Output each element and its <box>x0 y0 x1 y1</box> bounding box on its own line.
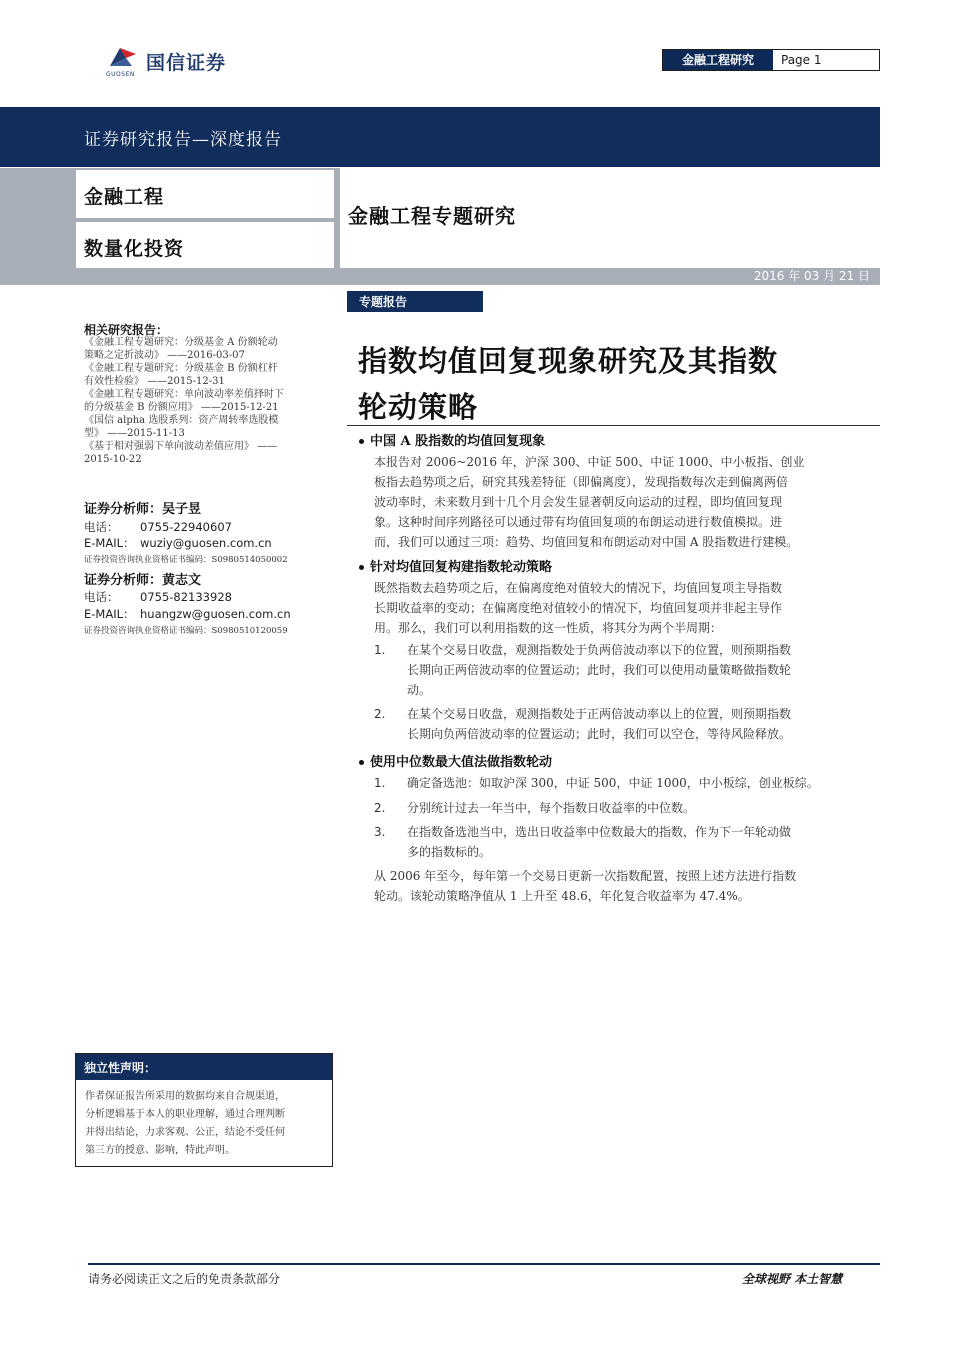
related-line: 的分级基金 B 份额应用》 ——2015-12-21 <box>84 402 279 413</box>
text-line: 板指去趋势项之后，研究其残差特征（即偏离度），发现指数每次走到偏离两倍 <box>374 475 789 489</box>
list-number: 2. <box>374 707 386 721</box>
text-line: 确定备选池：如取沪深 300，中证 500，中证 1000，中小板综，创业板综。 <box>407 776 819 790</box>
declaration-line: 分析逻辑基于本人的职业理解，通过合理判断 <box>85 1109 285 1120</box>
analyst-1-name: 证券分析师：吴子昱 <box>84 502 202 517</box>
related-line: 2015-10-22 <box>84 454 142 465</box>
category-cell-1 <box>76 170 334 218</box>
text-line: 而，我们可以通过三项：趋势、均值回复和布朗运动对中国 A 股指数进行建模。 <box>374 535 799 549</box>
date-bar <box>0 268 880 285</box>
declaration-line: 第三方的授意、影响，特此声明。 <box>85 1145 235 1156</box>
text-line: 长期向负两倍波动率的位置运动；此时，我们可以空仓，等待风险释放。 <box>407 727 792 741</box>
bullet-icon <box>359 439 364 444</box>
text-line: 长期收益率的变动；在偏离度绝对值较小的情况下，均值回复项并非起主导作 <box>374 601 783 615</box>
analyst-1-email[interactable]: E-MAIL： wuziy@guosen.com.cn <box>84 536 272 550</box>
text-line: 从 2006 年至今，每年第一个交易日更新一次指数配置，按照上述方法进行指数 <box>374 869 797 883</box>
related-line: 有效性检验》 ——2015-12-31 <box>84 376 225 387</box>
closing-paragraph <box>374 866 872 906</box>
analyst-1-cert: 证券投资咨询执业资格证书编码：S0980514050002 <box>84 555 288 565</box>
title-divider <box>347 425 880 426</box>
text-line: 轮动。该轮动策略净值从 1 上升至 48.6，年化复合收益率为 47.4%。 <box>374 889 750 903</box>
text-line: 既然指数去趋势项之后，在偏离度绝对值较大的情况下，均值回复项主导指数 <box>374 581 783 595</box>
text-line: 长期向正两倍波动率的位置运动；此时，我们可以使用动量策略做指数轮 <box>407 663 792 677</box>
category-1: 金融工程 <box>84 186 165 208</box>
declaration-line: 作者保证报告所采用的数据均来自合规渠道， <box>85 1091 285 1102</box>
independence-declaration <box>75 1053 333 1167</box>
category-cell-2 <box>76 222 334 270</box>
logo-mark-icon <box>106 44 140 70</box>
related-line: 《国信 alpha 选股系列：资产周转率选股模 <box>84 415 279 426</box>
top-header-box <box>662 49 880 71</box>
bullet-icon <box>359 760 364 765</box>
main-title-line-2: 轮动策略 <box>358 390 479 424</box>
brand-sub: GUOSEN <box>106 71 135 78</box>
analyst-2-name: 证券分析师：黄志文 <box>84 573 202 588</box>
main-title-line-1: 指数均值回复现象研究及其指数 <box>358 344 779 378</box>
analyst-1-phone: 电话： 0755-22940607 <box>84 520 232 534</box>
related-reports-list <box>84 336 324 466</box>
declaration-line: 并得出结论，力求客观、公正，结论不受任何 <box>85 1127 285 1138</box>
related-line: 型》 ——2015-11-13 <box>84 428 185 439</box>
report-tag <box>347 291 483 312</box>
page-label: Page 1 <box>781 53 822 67</box>
list-number: 1. <box>374 776 386 790</box>
text-line: 波动率时，未来数月到十几个月会发生显著朝反向运动的过程，即均值回复现 <box>374 495 783 509</box>
text-line: 分别统计过去一年当中，每个指数日收益率的中位数。 <box>407 801 696 815</box>
report-series: 金融工程专题研究 <box>348 204 516 228</box>
text-line: 动。 <box>407 683 432 697</box>
section-heading-3: 使用中位数最大值法做指数轮动 <box>359 751 879 770</box>
list-number: 1. <box>374 643 386 657</box>
section-heading-2: 针对均值回复构建指数轮动策略 <box>359 556 879 575</box>
text-line: 多的指数标的。 <box>407 845 492 859</box>
text-line: 用。那么，我们可以利用指数的这一性质，将其分为两个半周期： <box>374 621 723 635</box>
section-heading-1: 中国 A 股指数的均值回复现象 <box>359 430 879 449</box>
list-number: 2. <box>374 801 386 815</box>
bullet-icon <box>359 565 364 570</box>
related-line: 《金融工程专题研究：分级基金 A 份额轮动 <box>84 337 278 348</box>
declaration-header <box>76 1054 332 1080</box>
report-type-band <box>0 107 880 167</box>
text-line: 本报告对 2006~2016 年，沪深 300、中证 500、中证 1000、中小板指、创业 <box>374 455 805 469</box>
category-area <box>0 168 880 268</box>
related-line: 《金融工程专题研究：单向波动率差值择时下 <box>84 389 284 400</box>
brand-name: 国信证券 <box>146 52 227 74</box>
analyst-2-phone: 电话： 0755-82133928 <box>84 590 232 604</box>
section-2-paragraph <box>374 578 872 638</box>
list-number: 3. <box>374 825 386 839</box>
declaration-heading: 独立性声明： <box>84 1061 157 1075</box>
series-cell <box>340 168 880 268</box>
report-type-title: 证券研究报告—深度报告 <box>84 130 282 150</box>
report-date: 2016 年 03 月 21 日 <box>753 269 870 283</box>
related-line: 《金融工程专题研究：分级基金 B 份额杠杆 <box>84 363 278 374</box>
related-line: 策略之定折波动》 ——2016-03-07 <box>84 350 245 361</box>
declaration-body <box>85 1088 325 1160</box>
analyst-2-email[interactable]: E-MAIL： huangzw@guosen.com.cn <box>84 607 291 621</box>
footer-divider <box>88 1263 880 1265</box>
text-line: 在指数备选池当中，选出日收益率中位数最大的指数，作为下一年轮动做 <box>407 825 792 839</box>
related-line: 《基于相对强弱下单向波动差值应用》 —— <box>84 441 278 452</box>
related-reports-heading: 相关研究报告： <box>84 323 169 337</box>
analyst-2-cert: 证券投资咨询执业资格证书编码：S0980510120059 <box>84 626 288 636</box>
top-tag: 金融工程研究 <box>663 50 773 70</box>
category-2: 数量化投资 <box>84 238 185 260</box>
report-tag-label: 专题报告 <box>359 295 408 309</box>
main-title <box>358 338 878 430</box>
text-line: 在某个交易日收盘，观测指数处于负两倍波动率以下的位置，则预期指数 <box>407 643 792 657</box>
footer-slogan: 全球视野 本土智慧 <box>742 1272 843 1286</box>
text-line: 象。这种时间序列路径可以通过带有均值回复项的布朗运动进行数值模拟。进 <box>374 515 783 529</box>
section-1-paragraph <box>374 452 872 552</box>
text-line: 在某个交易日收盘，观测指数处于正两倍波动率以上的位置，则预期指数 <box>407 707 792 721</box>
footer-disclaimer: 请务必阅读正文之后的免责条款部分 <box>88 1272 281 1286</box>
guosen-logo <box>106 44 246 82</box>
